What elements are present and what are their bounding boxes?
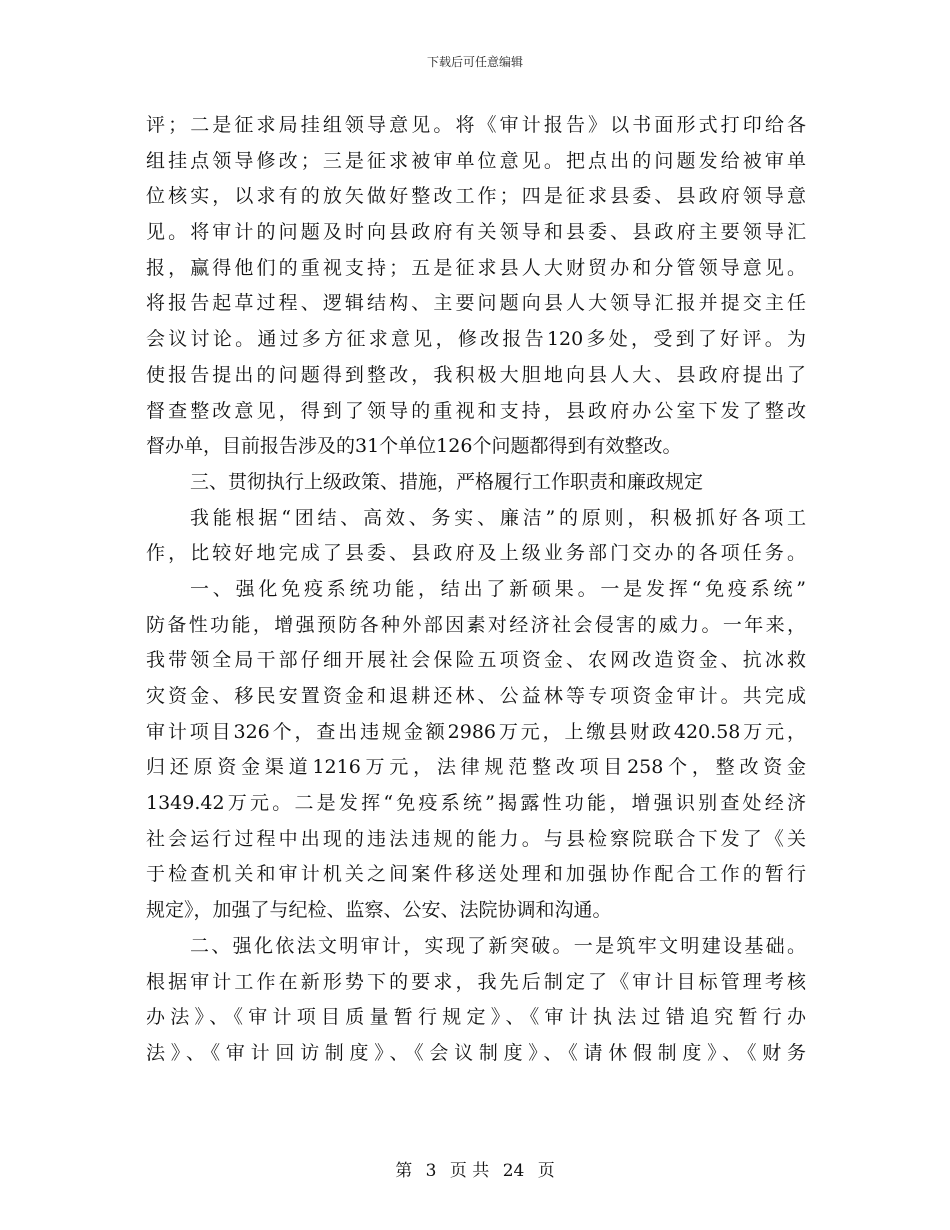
text-line: 我带领全局干部仔细开展社会保险五项资金、农网改造资金、抗冰救 <box>146 649 806 672</box>
text-line: 规定》，加强了与纪检、监察、公安、法院协调和沟通。 <box>146 899 612 922</box>
text-line: 评；二是征求局挂组领导意见。将《审计报告》以书面形式打印给各 <box>146 114 806 136</box>
text-line: 灾资金、移民安置资金和退耕还林、公益林等专项资金审计。共完成 <box>146 685 806 707</box>
text-line: 见。将审计的问题及时向县政府有关领导和县委、县政府主要领导汇 <box>146 221 806 244</box>
text-line: 于检查机关和审计机关之间案件移送处理和加强协作配合工作的暂行 <box>146 863 806 886</box>
page-header: 下载后可任意编辑 <box>426 55 523 69</box>
document-body <box>146 108 806 1072</box>
text-line: 根据审计工作在新形势下的要求，我先后制定了《审计目标管理考核 <box>146 970 806 993</box>
footer-prefix: 第 <box>395 1161 413 1181</box>
text-line: 防备性功能，增强预防各种外部因素对经济社会侵害的威力。一年来， <box>146 613 806 636</box>
text-line: 组挂点领导修改；三是征求被审单位意见。把点出的问题发给被审单 <box>146 149 806 172</box>
footer-page-number: 3 <box>425 1161 437 1181</box>
text-line: 社会运行过程中出现的违法违规的能力。与县检察院联合下发了《关 <box>146 827 806 850</box>
text-line: 办法》、《审计项目质量暂行规定》、《审计执法过错追究暂行办 <box>146 1006 806 1029</box>
text-line: 位核实，以求有的放矢做好整改工作；四是征求县委、县政府领导意 <box>146 185 806 208</box>
text-line: 三、贯彻执行上级政策、措施，严格履行工作职责和廉政规定 <box>190 470 704 493</box>
text-line: 法》、《审计回访制度》、《会议制度》、《请休假制度》、《财务 <box>146 1041 806 1064</box>
text-line: 将报告起草过程、逻辑结构、主要问题向县人大领导汇报并提交主任 <box>146 292 806 315</box>
footer-page-total: 24 <box>502 1161 525 1181</box>
text-line: 一、强化免疫系统功能，结出了新硕果。一是发挥“免疫系统” <box>190 577 806 600</box>
text-line: 二、强化依法文明审计，实现了新突破。一是筑牢文明建设基础。 <box>190 934 806 957</box>
text-line: 审计项目326个，查出违规金额2986万元，上缴县财政420.58万元， <box>146 720 806 743</box>
text-line: 会议讨论。通过多方征求意见，修改报告120多处，受到了好评。为 <box>146 328 806 351</box>
text-line: 督查整改意见，得到了领导的重视和支持，县政府办公室下发了整改 <box>146 399 806 422</box>
text-line: 归还原资金渠道1216万元，法律规范整改项目258个，整改资金 <box>146 756 806 779</box>
text-line: 督办单，目前报告涉及的31个单位126个问题都得到有效整改。 <box>146 435 682 458</box>
text-line: 作，比较好地完成了县委、县政府及上级业务部门交办的各项任务。 <box>146 542 806 565</box>
footer-middle: 页 共 <box>449 1161 490 1181</box>
footer-suffix: 页 <box>537 1161 555 1181</box>
text-line: 1349.42万元。二是发挥“免疫系统”揭露性功能，增强识别查处经济 <box>146 792 806 815</box>
text-line: 报，赢得他们的重视支持；五是征求县人大财贸办和分管领导意见。 <box>146 256 806 279</box>
text-line: 我能根据“团结、高效、务实、廉洁”的原则，积极抓好各项工 <box>190 506 806 529</box>
page-footer <box>0 1156 950 1181</box>
text-line: 使报告提出的问题得到整改，我积极大胆地向县人大、县政府提出了 <box>146 363 806 386</box>
